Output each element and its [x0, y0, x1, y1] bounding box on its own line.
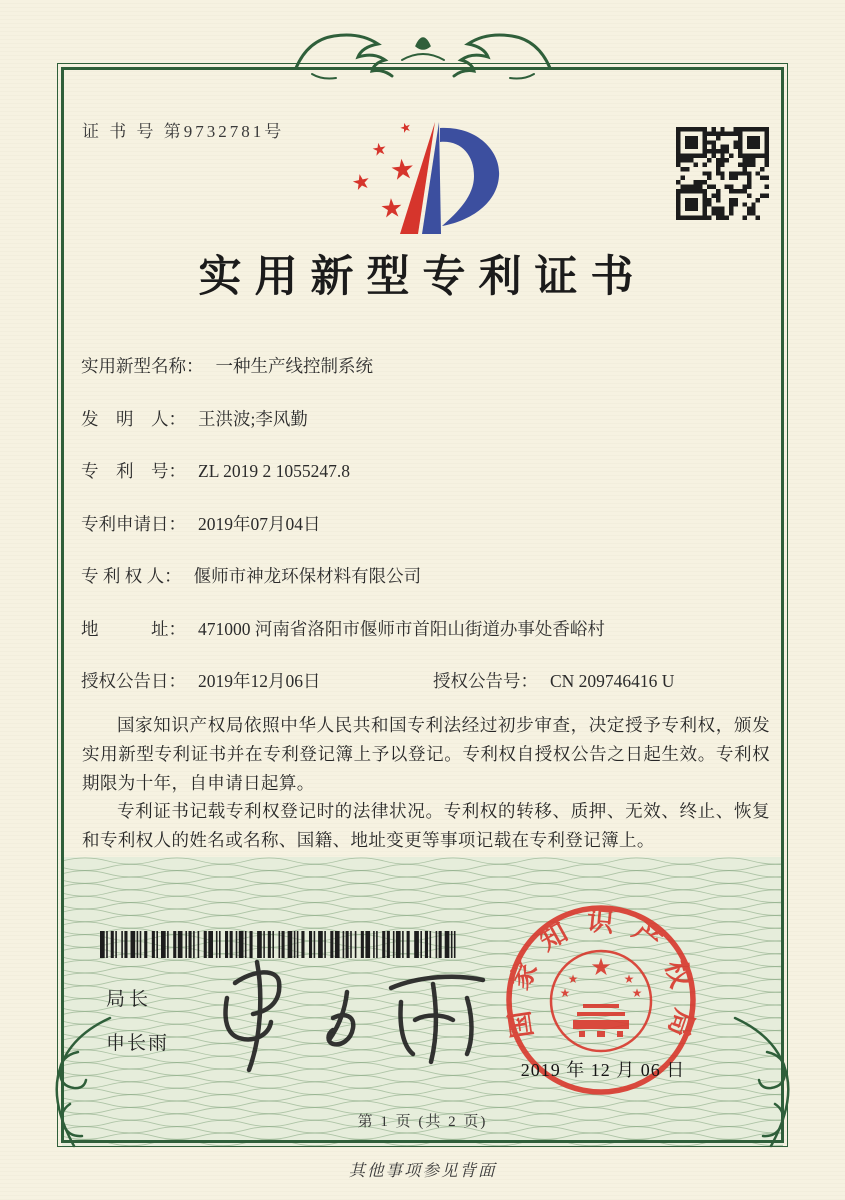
national-emblem	[551, 951, 651, 1051]
grant-number-pair	[433, 667, 674, 695]
field-row-filing-date	[81, 510, 771, 538]
svg-text:★: ★	[590, 953, 612, 981]
field-value: ZL 2019 2 1055247.8	[198, 461, 350, 481]
field-label: 专 利 权 人：	[81, 566, 182, 586]
legal-paragraph-2: 专利证书记载专利权登记时的法律状况。专利权的转移、质押、无效、终止、恢复和专利权人的姓名或名称、国籍、地址变更等事项记载在专利登记簿上。	[82, 801, 770, 850]
director-name-label: 申长雨	[106, 1033, 170, 1054]
legal-paragraph-1: 国家知识产权局依照中华人民共和国专利法经过初步审查，决定授予专利权，颁发实用新型专利证书并在专利登记簿上予以登记。专利权自授权公告之日起生效。专利权期限为十年，自申请日起算。	[82, 715, 770, 793]
field-value: 一种生产线控制系统	[215, 356, 373, 376]
field-value: CN 209746416 U	[550, 671, 675, 691]
field-value: 偃师市神龙环保材料有限公司	[193, 566, 422, 586]
field-value: 471000 河南省洛阳市偃师市首阳山街道办事处香峪村	[198, 618, 605, 639]
field-label: 实用新型名称：	[81, 356, 204, 376]
field-label: 授权公告号：	[433, 671, 538, 691]
field-row-name	[81, 352, 771, 380]
svg-text:★: ★	[559, 986, 571, 1000]
cnipa-logo	[338, 118, 514, 238]
footer-note: 其他事项参见背面	[348, 1161, 497, 1180]
svg-text:★: ★	[567, 972, 579, 986]
field-row-patentee	[81, 562, 771, 590]
certificate-title: 实用新型专利证书	[198, 254, 647, 301]
page-number: 第 1 页 (共 2 页)	[357, 1114, 488, 1130]
field-label: 授权公告日：	[81, 671, 186, 691]
field-label: 发 明 人：	[81, 408, 186, 429]
field-label: 专 利 号：	[81, 461, 186, 481]
field-value: 2019年07月04日	[198, 513, 321, 534]
director-title-label: 局长	[106, 989, 153, 1010]
certificate-number: 证 书 号 第9732781号	[82, 122, 285, 141]
svg-text:★: ★	[623, 972, 635, 986]
top-border-ornament	[292, 16, 554, 88]
field-row-patent-number	[81, 457, 771, 485]
logo-spire-p	[338, 118, 514, 238]
field-label: 专利申请日：	[81, 513, 186, 534]
logo-star-icon: ★	[370, 138, 389, 162]
field-label: 地 址：	[81, 618, 186, 639]
seal-date: 2019 年 12 月 06 日	[520, 1060, 686, 1080]
qr-code	[676, 127, 769, 220]
field-row-inventor	[81, 405, 771, 433]
seal-text: 国家知识产权局	[502, 905, 700, 1057]
bottom-right-ornament	[717, 1012, 809, 1152]
field-value: 2019年12月06日	[198, 671, 321, 691]
logo-star-icon: ★	[349, 168, 374, 196]
field-row-grant-date	[81, 667, 771, 695]
field-row-address	[81, 615, 771, 643]
field-list	[81, 352, 771, 720]
logo-star-icon: ★	[378, 193, 405, 225]
logo-star-icon: ★	[397, 119, 414, 138]
barcode	[100, 931, 458, 958]
svg-text:★: ★	[631, 986, 643, 1000]
signature-handwriting	[205, 958, 505, 1078]
logo-star-icon: ★	[388, 151, 417, 188]
field-value: 王洪波;李风勤	[198, 408, 308, 429]
